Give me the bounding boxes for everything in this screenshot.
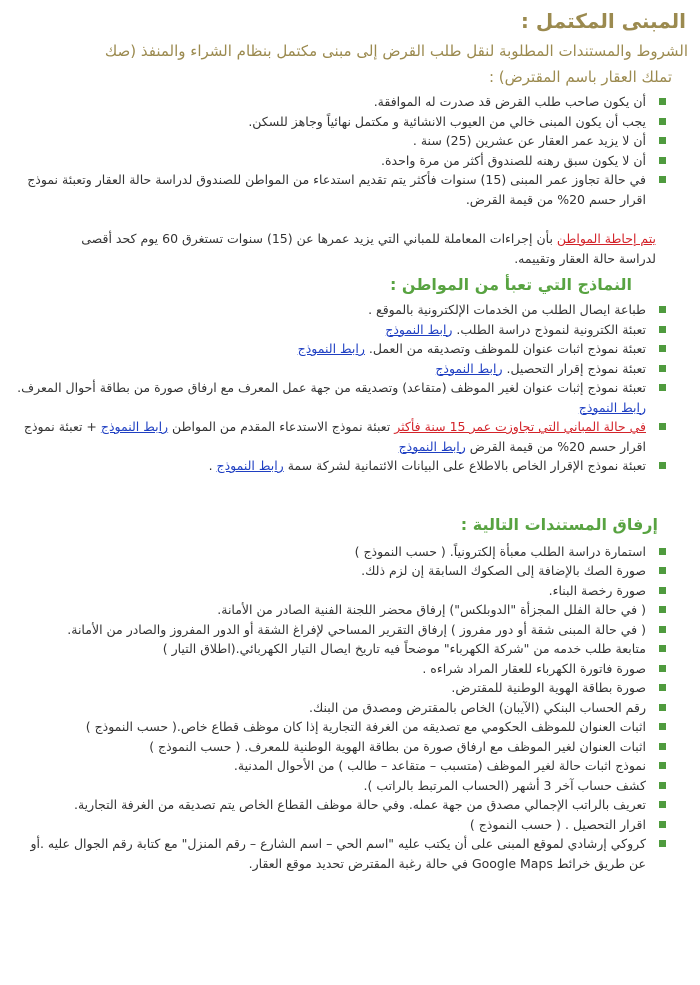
list-item <box>10 417 646 456</box>
page-subtitle-continued: تملك العقار باسم المقترض) : <box>488 68 672 86</box>
list-item: صورة الصك بالإضافة إلى الصكوك السابقة إن لزم ذلك. <box>10 561 646 581</box>
list-item: اثبات العنوان لغير الموظف مع ارفاق صورة من بطاقة الهوية الوطنية للمعرف. ( حسب النموذج ) <box>10 737 646 757</box>
list-item: نموذج اثبات حالة لغير الموظف (متسبب – متقاعد – طالب ) من الأحوال المدنية. <box>10 756 646 776</box>
special-case-link[interactable]: في حالة المباني التي تجاوزت عمر 15 سنة فأكثر <box>394 419 646 434</box>
list-item <box>10 320 646 340</box>
list-item: اقرار التحصيل . ( حسب النموذج ) <box>10 815 646 835</box>
list-item: في حالة تجاوز عمر المبنى (15) سنوات فأكثر يتم تقديم استدعاء من المواطن للصندوق لدراسة حالة العقار وتعبئة نموذج اقرار حسم 20% من قيمة القرض. <box>10 170 646 209</box>
list-item: صورة فاتورة الكهرباء للعقار المراد شراءه . <box>10 659 646 679</box>
form-text: تعبئة نموذج الإقرار الخاص بالاطلاع على البيانات الائتمانية لشركة سمة <box>283 458 646 473</box>
list-item: رقم الحساب البنكي (الآيبان) الخاص بالمقترض ومصدق من البنك. <box>10 698 646 718</box>
list-item: ( في حالة المبنى شقة أو دور مفروز ) إرفاق التقرير المساحي لإفراغ الشقة أو الدور المفروز والصادر من الأمانة. <box>10 620 646 640</box>
list-item: تعريف بالراتب الإجمالي مصدق من جهة عمله. وفي حالة موظف القطاع الخاص يتم تصديقه من الغرفة التجارية. <box>10 795 646 815</box>
form-link[interactable]: رابط النموذج <box>398 438 466 454</box>
documents-heading: إرفاق المستندات التالية : <box>460 514 658 534</box>
list-item: صورة رخصة البناء. <box>10 581 646 601</box>
form-link[interactable]: رابط النموذج <box>385 321 453 337</box>
documents-list <box>10 542 688 874</box>
form-link[interactable]: رابط النموذج <box>297 341 365 356</box>
list-item <box>10 300 646 320</box>
conditions-list <box>10 92 688 209</box>
processing-note <box>10 229 656 268</box>
note-link[interactable]: يتم إحاطة المواطن <box>556 231 656 246</box>
form-text: . <box>208 458 217 473</box>
forms-heading: النماذج التي تعبأ من المواطن : <box>389 275 632 294</box>
list-item <box>10 339 646 359</box>
form-text: تعبئة الكترونية لنموذج دراسة الطلب. <box>452 321 646 337</box>
page-subtitle: الشروط والمستندات المطلوبة لنقل طلب القرض إلى مبنى مكتمل بنظام الشراء والمنفذ (صك <box>104 42 688 60</box>
forms-list <box>10 300 688 476</box>
list-item: أن يكون صاحب طلب القرض قد صدرت له الموافقة. <box>10 92 646 112</box>
form-link[interactable]: رابط النموذج <box>216 458 284 473</box>
form-link[interactable]: رابط النموذج <box>578 399 646 415</box>
form-text: طباعة ايصال الطلب من الخدمات الإلكترونية بالموقع . <box>368 302 646 317</box>
page-title: المبنى المكتمل : <box>520 9 686 33</box>
form-link[interactable]: رابط النموذج <box>435 360 503 376</box>
list-item: أن لا يكون سبق رهنه للصندوق أكثر من مرة واحدة. <box>10 151 646 171</box>
list-item <box>10 359 646 379</box>
list-item: كشف حساب آخر 3 أشهر (الحساب المرتبط بالراتب ). <box>10 776 646 796</box>
list-item: أن لا يزيد عمر العقار عن عشرين (25) سنة . <box>10 131 646 151</box>
list-item: متابعة طلب خدمه من "شركة الكهرباء" موضحاً فيه تاريخ ايصال التيار الكهربائي.(اطلاق التيار ) <box>10 639 646 659</box>
list-item: صورة بطاقة الهوية الوطنية للمقترض. <box>10 678 646 698</box>
list-item: يجب أن يكون المبنى خالي من العيوب الانشائية و مكتمل نهائياً وجاهز للسكن. <box>10 112 646 132</box>
list-item: اثبات العنوان للموظف الحكومي مع تصديقه من الغرفة التجارية إذا كان موظف قطاع خاص.( حسب النموذج ) <box>10 717 646 737</box>
form-text: تعبئة نموذج إقرار التحصيل. <box>502 360 646 376</box>
form-text: تعبئة نموذج اثبات عنوان للموظف وتصديقه من العمل. <box>364 341 646 356</box>
list-item: كروكي إرشادي لموقع المبنى على أن يكتب عليه "اسم الحي – اسم الشارع – رقم المنزل" مع كتابة رقم الجوال عليه .أو عن طريق خرائط Google Maps في حالة رغبة المقترض تحديد موقع العقار. <box>10 834 646 873</box>
list-item: استمارة دراسة الطلب معبأة إلكترونياً. ( حسب النموذج ) <box>10 542 646 562</box>
list-item: ( في حالة الفلل المجزأة "الدوبلكس") إرفاق محضر اللجنة الفنية الصادر من الأمانة. <box>10 600 646 620</box>
form-text: + تعبئة نموذج اقرار حسم 20% من قيمة القرض <box>23 419 646 454</box>
form-link[interactable]: رابط النموذج <box>100 419 169 434</box>
list-item <box>10 378 646 417</box>
list-item <box>10 456 646 476</box>
note-text: بأن إجراءات المعاملة للمباني التي يزيد عمرها عن (15) سنوات تستغرق 60 يوم كحد أقصى لدراسة حالة العقار وتقييمه. <box>81 231 656 266</box>
form-text: تعبئة نموذج الاستدعاء المقدم من المواطن <box>168 419 395 434</box>
form-text: تعبئة نموذج إثبات عنوان لغير الموظف (متقاعد) وتصديقه من جهة عمل المعرف مع ارفاق صورة من بطاقة أحوال المعرف. <box>17 380 646 395</box>
